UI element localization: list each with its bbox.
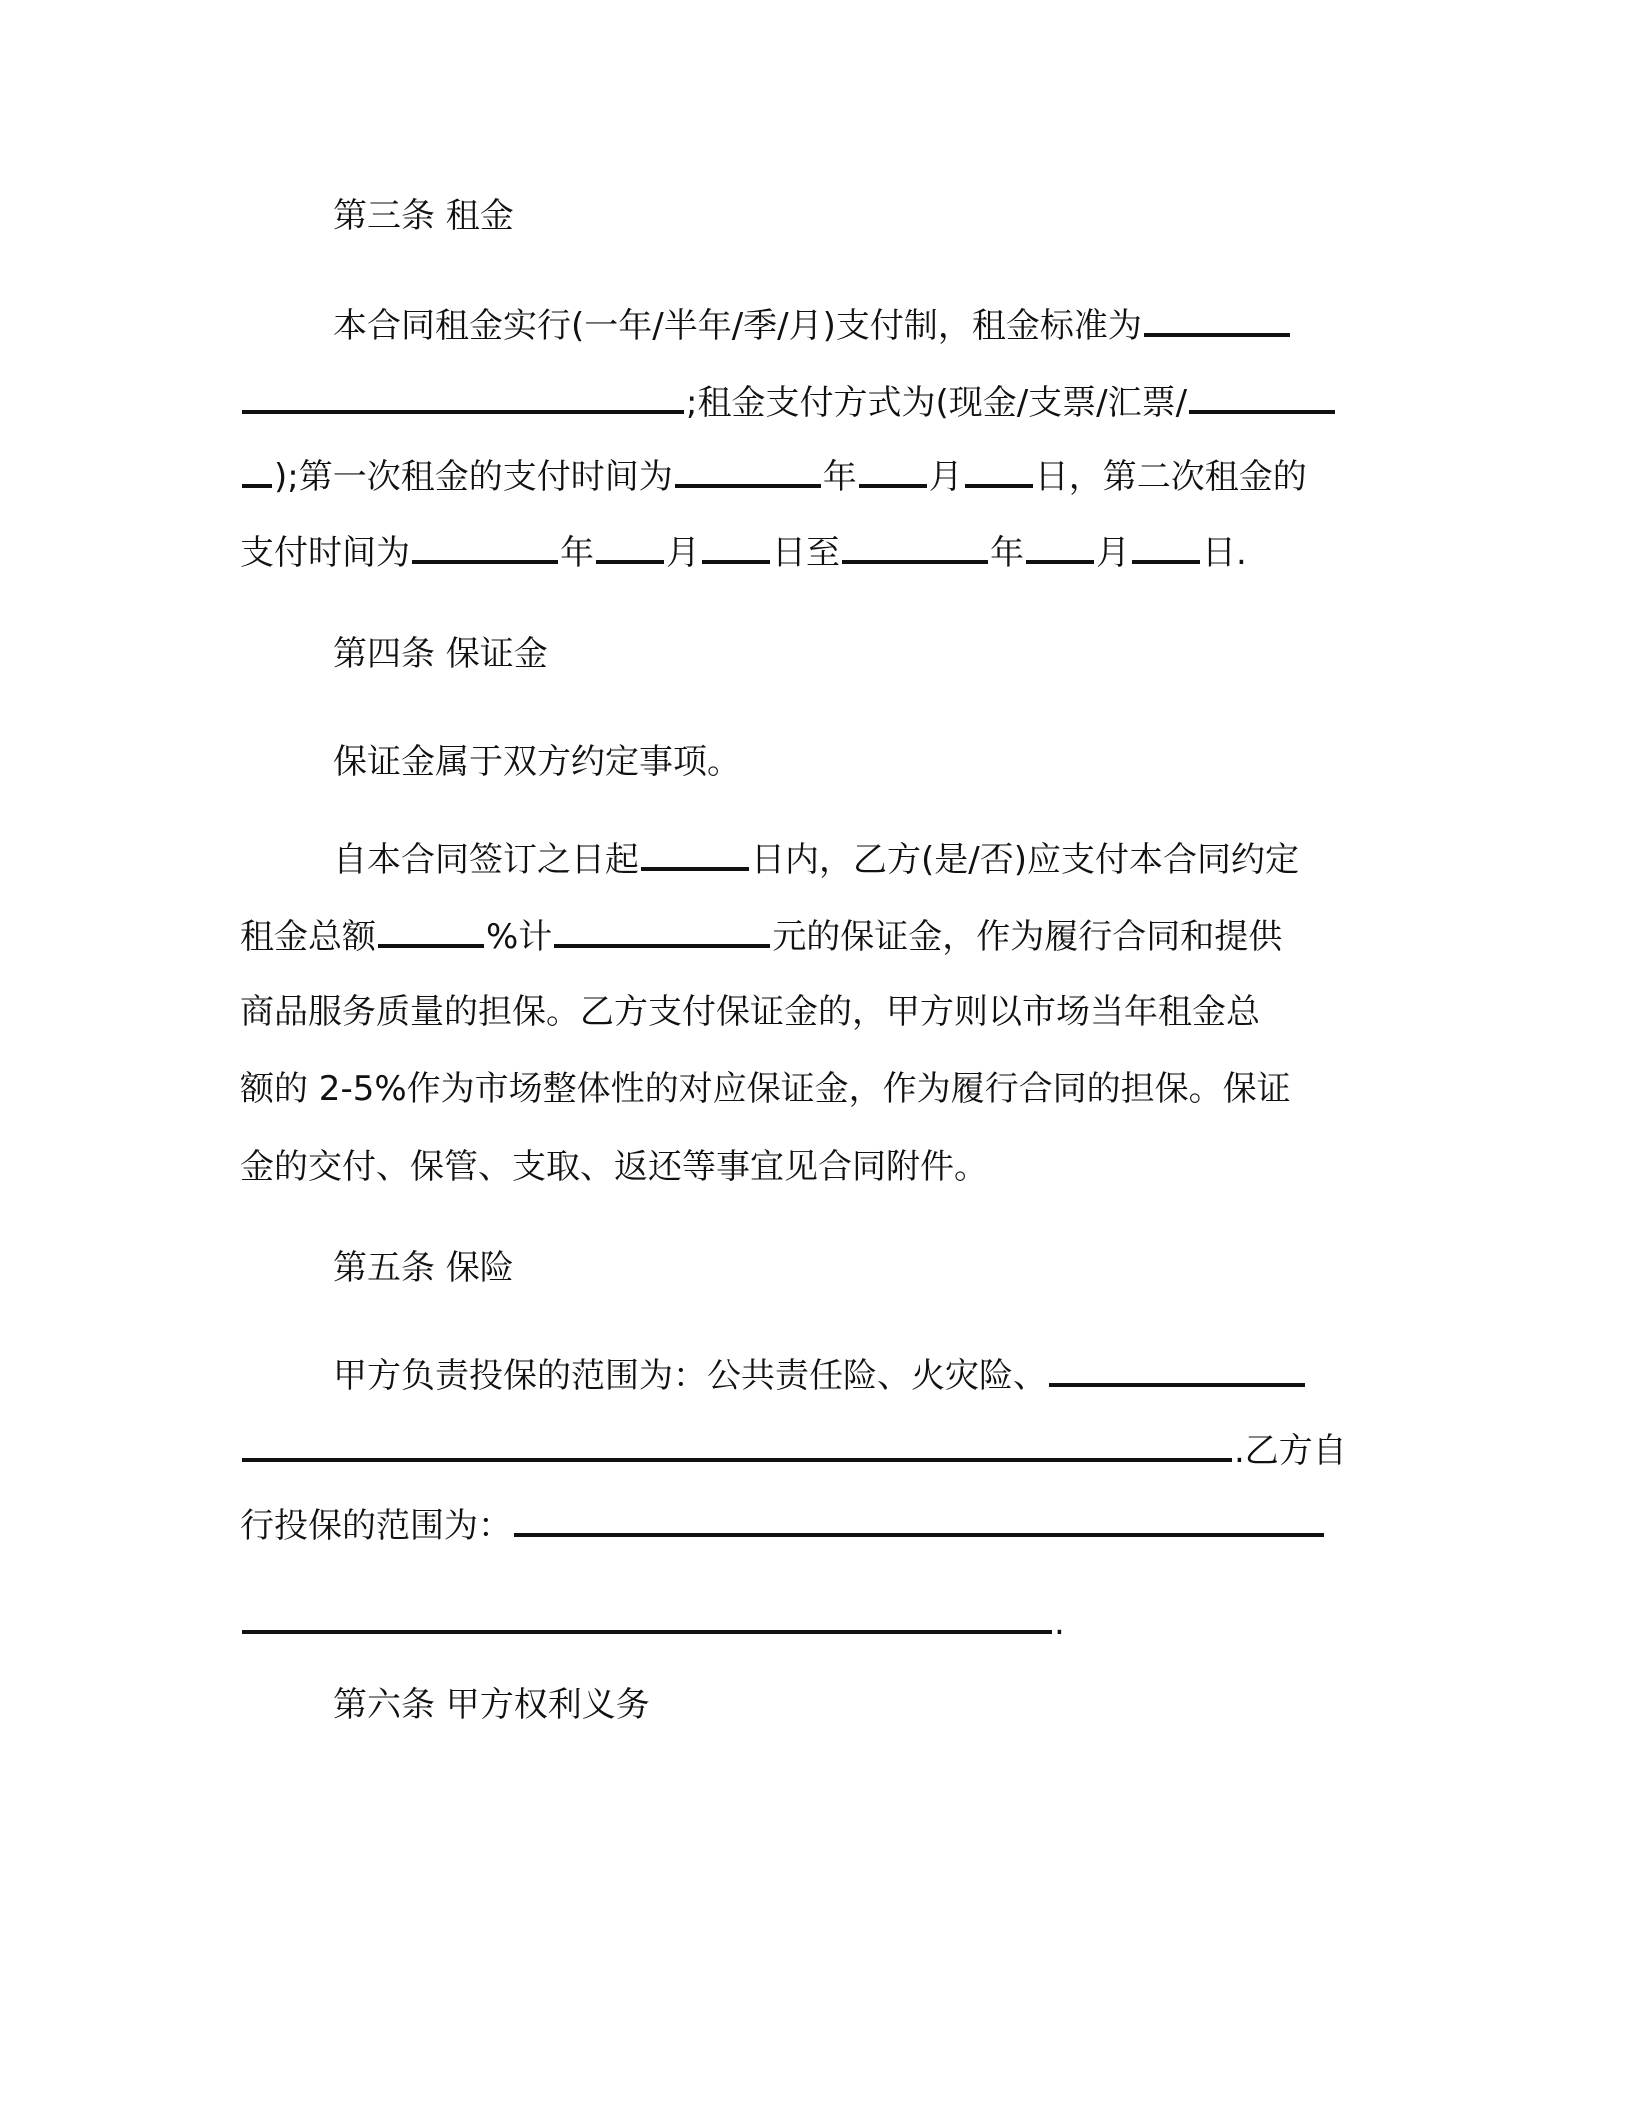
article-6-heading: 第六条 甲方权利义务 [333, 1685, 650, 1725]
article-4-line-2 [240, 914, 1282, 959]
second-payment-end-year-blank[interactable] [842, 530, 988, 564]
article-3-text: ;租金支付方式为(现金/支票/汇票/ [686, 383, 1188, 423]
second-payment-start-month-blank[interactable] [596, 530, 664, 564]
article-4-text: 自本合同签订之日起 [333, 840, 639, 880]
article-5-text: 甲方负责投保的范围为：公共责任险、火灾险、 [333, 1356, 1047, 1396]
deposit-percent-blank[interactable] [378, 914, 484, 948]
article-5-line-2 [240, 1428, 1347, 1473]
article-5-text: 行投保的范围为： [240, 1506, 512, 1546]
article-5-text: .乙方自 [1234, 1431, 1347, 1471]
party-a-insurance-blank-continued[interactable] [242, 1428, 1232, 1462]
deposit-amount-blank[interactable] [554, 914, 770, 948]
article-4-heading: 第四条 保证金 [333, 634, 548, 674]
article-4-text: 租金总额 [240, 917, 376, 957]
month-label: 月 [666, 533, 700, 573]
article-3-text: );第一次租金的支付时间为 [274, 457, 673, 497]
article-5-heading: 第五条 保险 [333, 1248, 514, 1288]
article-3-line-1 [333, 303, 1292, 348]
article-4-line-1 [333, 837, 1299, 882]
article-3-text: 日，第二次租金的 [1034, 457, 1307, 497]
article-4-text: 日内，乙方(是/否)应支付本合同约定 [751, 840, 1299, 880]
month-label: 月 [928, 457, 963, 497]
party-a-insurance-blank[interactable] [1049, 1353, 1305, 1387]
party-b-insurance-blank[interactable] [514, 1503, 1324, 1537]
year-label: 年 [822, 457, 857, 497]
year-label: 年 [560, 533, 594, 573]
payment-method-blank[interactable] [1189, 380, 1335, 414]
second-payment-end-day-blank[interactable] [1132, 530, 1200, 564]
year-label: 年 [990, 533, 1024, 573]
article-4-line-3: 商品服务质量的担保。乙方支付保证金的，甲方则以市场当年租金总 [240, 992, 1260, 1032]
first-payment-month-blank[interactable] [859, 454, 927, 488]
party-b-insurance-blank-continued[interactable] [242, 1600, 1052, 1634]
rent-standard-blank-continued[interactable] [242, 380, 684, 414]
second-payment-end-month-blank[interactable] [1026, 530, 1094, 564]
month-label: 月 [1096, 533, 1130, 573]
article-3-text: 支付时间为 [240, 533, 410, 573]
article-3-line-4 [240, 530, 1247, 575]
article-3-line-3 [240, 454, 1307, 499]
article-3-line-2 [240, 380, 1337, 425]
article-4-line-4: 额的 2-5%作为市场整体性的对应保证金，作为履行合同的担保。保证 [240, 1069, 1291, 1109]
article-5-line-1 [333, 1353, 1307, 1398]
first-payment-year-blank[interactable] [675, 454, 821, 488]
second-payment-start-year-blank[interactable] [412, 530, 558, 564]
article-4-text: 元的保证金，作为履行合同和提供 [772, 917, 1283, 957]
rent-standard-blank[interactable] [1144, 303, 1290, 337]
article-5-line-4 [240, 1600, 1065, 1645]
article-4-paragraph-1: 保证金属于双方约定事项。 [333, 742, 741, 782]
article-3-text: 日至 [772, 533, 840, 573]
article-3-text: 本合同租金实行(一年/半年/季/月)支付制，租金标准为 [333, 306, 1142, 346]
article-4-line-5: 金的交付、保管、支取、返还等事宜见合同附件。 [240, 1147, 988, 1187]
article-3-heading: 第三条 租金 [333, 196, 514, 236]
article-4-text: %计 [486, 917, 553, 957]
article-5-line-3 [240, 1503, 1326, 1548]
article-5-text: . [1054, 1603, 1065, 1643]
second-payment-start-day-blank[interactable] [702, 530, 770, 564]
deposit-days-blank[interactable] [641, 837, 749, 871]
first-payment-day-blank[interactable] [965, 454, 1033, 488]
article-3-text: 日. [1202, 533, 1247, 573]
payment-method-blank-continued[interactable] [242, 454, 272, 488]
